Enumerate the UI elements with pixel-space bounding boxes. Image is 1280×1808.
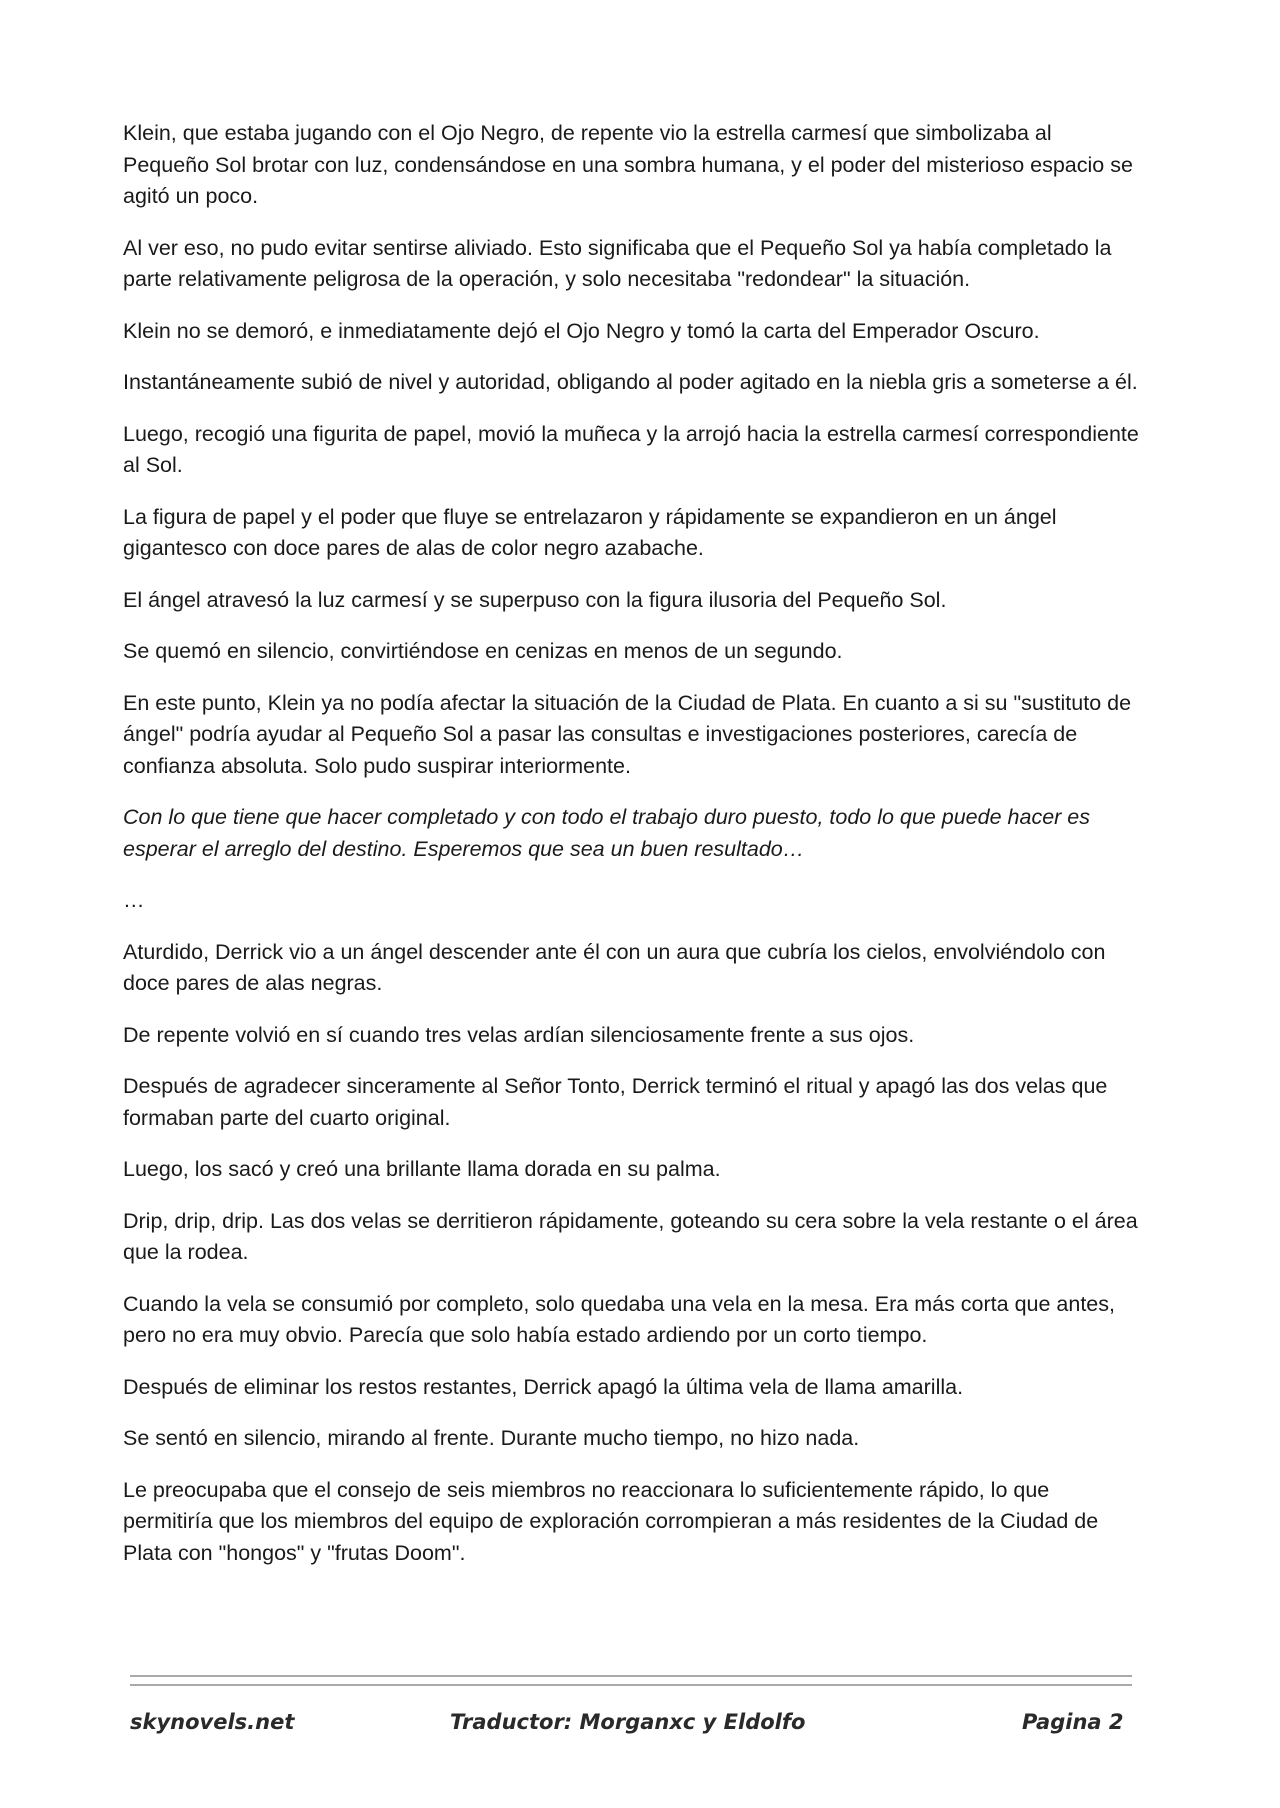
paragraph-10-thought: Con lo que tiene que hacer completado y con todo el trabajo duro puesto, todo lo que puede hacer es esperar el arreglo del destino. Esperemos que sea un buen resultado…: [123, 805, 1090, 861]
paragraph-7: El ángel atravesó la luz carmesí y se superpuso con la figura ilusoria del Pequeño Sol.: [123, 587, 947, 612]
paragraph-9: En este punto, Klein ya no podía afectar la situación de la Ciudad de Plata. En cuanto a si su "sustituto de ángel" podría ayudar al Pequeño Sol a pasar las consultas e investigaciones posteriores, carecía de confianza absoluta. Solo pudo suspirar interiormente.: [123, 690, 1132, 778]
paragraph-5: Luego, recogió una figurita de papel, movió la muñeca y la arrojó hacia la estrella carmesí correspondiente al Sol.: [123, 421, 1139, 477]
paragraph-15: Luego, los sacó y creó una brillante llama dorada en su palma.: [123, 1157, 721, 1181]
paragraph-2: Al ver eso, no pudo evitar sentirse aliviado. Esto significaba que el Pequeño Sol ya había completado la parte relativamente peligrosa de la operación, y solo necesitaba "redondear" la situación.: [123, 235, 1112, 291]
document-body: [123, 118, 1143, 1589]
paragraph-16: Drip, drip, drip. Las dos velas se derritieron rápidamente, goteando su cera sobre la vela restante o el área que la rodea.: [123, 1208, 1138, 1264]
footer-site: skynovels.net: [130, 1710, 295, 1734]
footer-divider-bottom: [130, 1684, 1132, 1686]
scene-break: …: [123, 888, 145, 912]
paragraph-18: Después de eliminar los restos restantes, Derrick apagó la última vela de llama amarilla.: [123, 1374, 964, 1399]
paragraph-4: Instantáneamente subió de nivel y autoridad, obligando al poder agitado en la niebla gris a someterse a él.: [123, 370, 1138, 394]
footer-divider-top: [130, 1675, 1132, 1677]
footer-page-number: Pagina 2: [1022, 1710, 1124, 1734]
paragraph-12: Aturdido, Derrick vio a un ángel descender ante él con un aura que cubría los cielos, envolviéndolo con doce pares de alas negras.: [123, 939, 1106, 995]
paragraph-17: Cuando la vela se consumió por completo, solo quedaba una vela en la mesa. Era más corta que antes, pero no era muy obvio. Parecía que solo había estado ardiendo por un corto tiempo.: [123, 1291, 1115, 1347]
paragraph-13: De repente volvió en sí cuando tres velas ardían silenciosamente frente a sus ojos.: [123, 1022, 915, 1047]
paragraph-14: Después de agradecer sinceramente al Señor Tonto, Derrick terminó el ritual y apagó las dos velas que formaban parte del cuarto original.: [123, 1074, 1108, 1130]
paragraph-1: Klein, que estaba jugando con el Ojo Negro, de repente vio la estrella carmesí que simbolizaba al Pequeño Sol brotar con luz, condensándose en una sombra humana, y el poder del misterioso espacio se agitó un poco.: [123, 121, 1133, 208]
paragraph-19: Se sentó en silencio, mirando al frente. Durante mucho tiempo, no hizo nada.: [123, 1426, 860, 1450]
paragraph-6: La figura de papel y el poder que fluye se entrelazaron y rápidamente se expandieron en un ángel gigantesco con doce pares de alas de color negro azabache.: [123, 504, 1057, 560]
paragraph-8: Se quemó en silencio, convirtiéndose en cenizas en menos de un segundo.: [123, 639, 843, 663]
paragraph-20: Le preocupaba que el consejo de seis miembros no reaccionara lo suficientemente rápido, lo que permitiría que los miembros del equipo de exploración corrompieran a más residentes de la Ciudad de Plata con "hongos" y "frutas Doom".: [123, 1477, 1099, 1565]
footer-translator: Traductor: Morganxc y Eldolfo: [450, 1710, 806, 1734]
paragraph-3: Klein no se demoró, e inmediatamente dejó el Ojo Negro y tomó la carta del Emperador Oscuro.: [123, 318, 1040, 343]
